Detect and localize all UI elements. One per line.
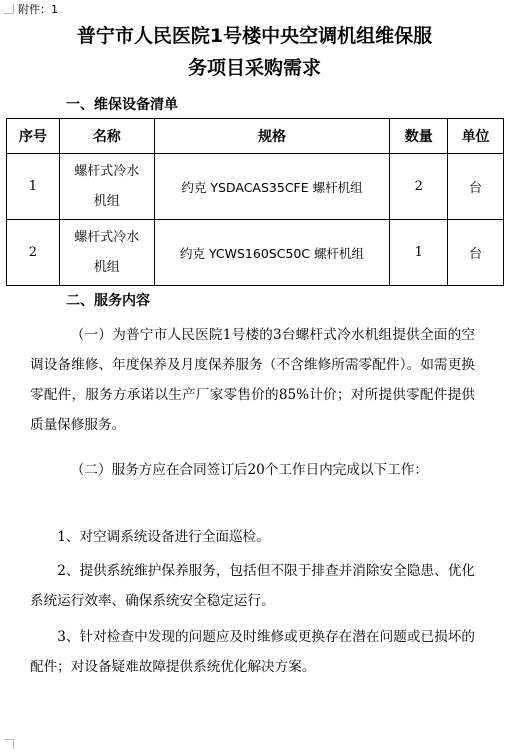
table-row xyxy=(7,154,504,220)
header-name: 名称 xyxy=(59,119,154,154)
header-spec: 规格 xyxy=(154,119,390,154)
cell-name xyxy=(59,220,154,286)
header-quantity: 数量 xyxy=(390,119,448,154)
cell-unit: 台 xyxy=(448,220,504,286)
equipment-table xyxy=(6,118,504,286)
document-title xyxy=(14,20,495,84)
corner-mark-top-left xyxy=(4,4,14,14)
title-line-2: 务项目采购需求 xyxy=(187,57,321,79)
section-1-heading: 一、维保设备清单 xyxy=(66,97,178,113)
title-line-1: 普宁市人民医院1号楼中央空调机组维保服 xyxy=(76,25,433,47)
attachment-label: 附件：1 xyxy=(18,3,58,16)
paragraph-task-2: 2、提供系统维护保养服务，包括但不限于排查并消除安全隐患、优化系统运行效率、确保系统安全稳定运行。 xyxy=(30,563,475,609)
cell-index: 1 xyxy=(7,154,60,220)
cell-name xyxy=(59,154,154,220)
table-header-row xyxy=(7,119,504,154)
paragraph-service-1: （一）为普宁市人民医院1号楼的3台螺杆式冷水机组提供全面的空调设备维修、年度保养及月度保养服务（不含维修所需零配件）。如需更换零配件，服务方承诺以生产厂家零售价的85%计价；对所提供零配件提供质量保修服务。 xyxy=(30,327,475,433)
table-row xyxy=(7,220,504,286)
cell-quantity: 1 xyxy=(390,220,448,286)
cell-index: 2 xyxy=(7,220,60,286)
corner-mark-bottom-left xyxy=(4,739,14,749)
cell-name-text: 螺杆式冷水机组 xyxy=(74,229,140,275)
cell-spec: 约克 YCWS160SC50C 螺杆机组 xyxy=(154,220,390,286)
cell-name-text: 螺杆式冷水机组 xyxy=(74,163,140,209)
paragraph-task-1: 1、对空调系统设备进行全面巡检。 xyxy=(57,529,270,545)
paragraph-task-3: 3、针对检查中发现的问题应及时维修或更换存在潜在问题或已损坏的配件；对设备疑难故障提供系统优化解决方案。 xyxy=(30,629,475,675)
header-unit: 单位 xyxy=(448,119,504,154)
cell-quantity: 2 xyxy=(390,154,448,220)
paragraph-service-2: （二）服务方应在合同签订后20个工作日内完成以下工作： xyxy=(70,462,428,478)
cell-spec: 约克 YSDACAS35CFE 螺杆机组 xyxy=(154,154,390,220)
cell-unit: 台 xyxy=(448,154,504,220)
section-2-heading: 二、服务内容 xyxy=(66,293,150,309)
header-index: 序号 xyxy=(7,119,60,154)
